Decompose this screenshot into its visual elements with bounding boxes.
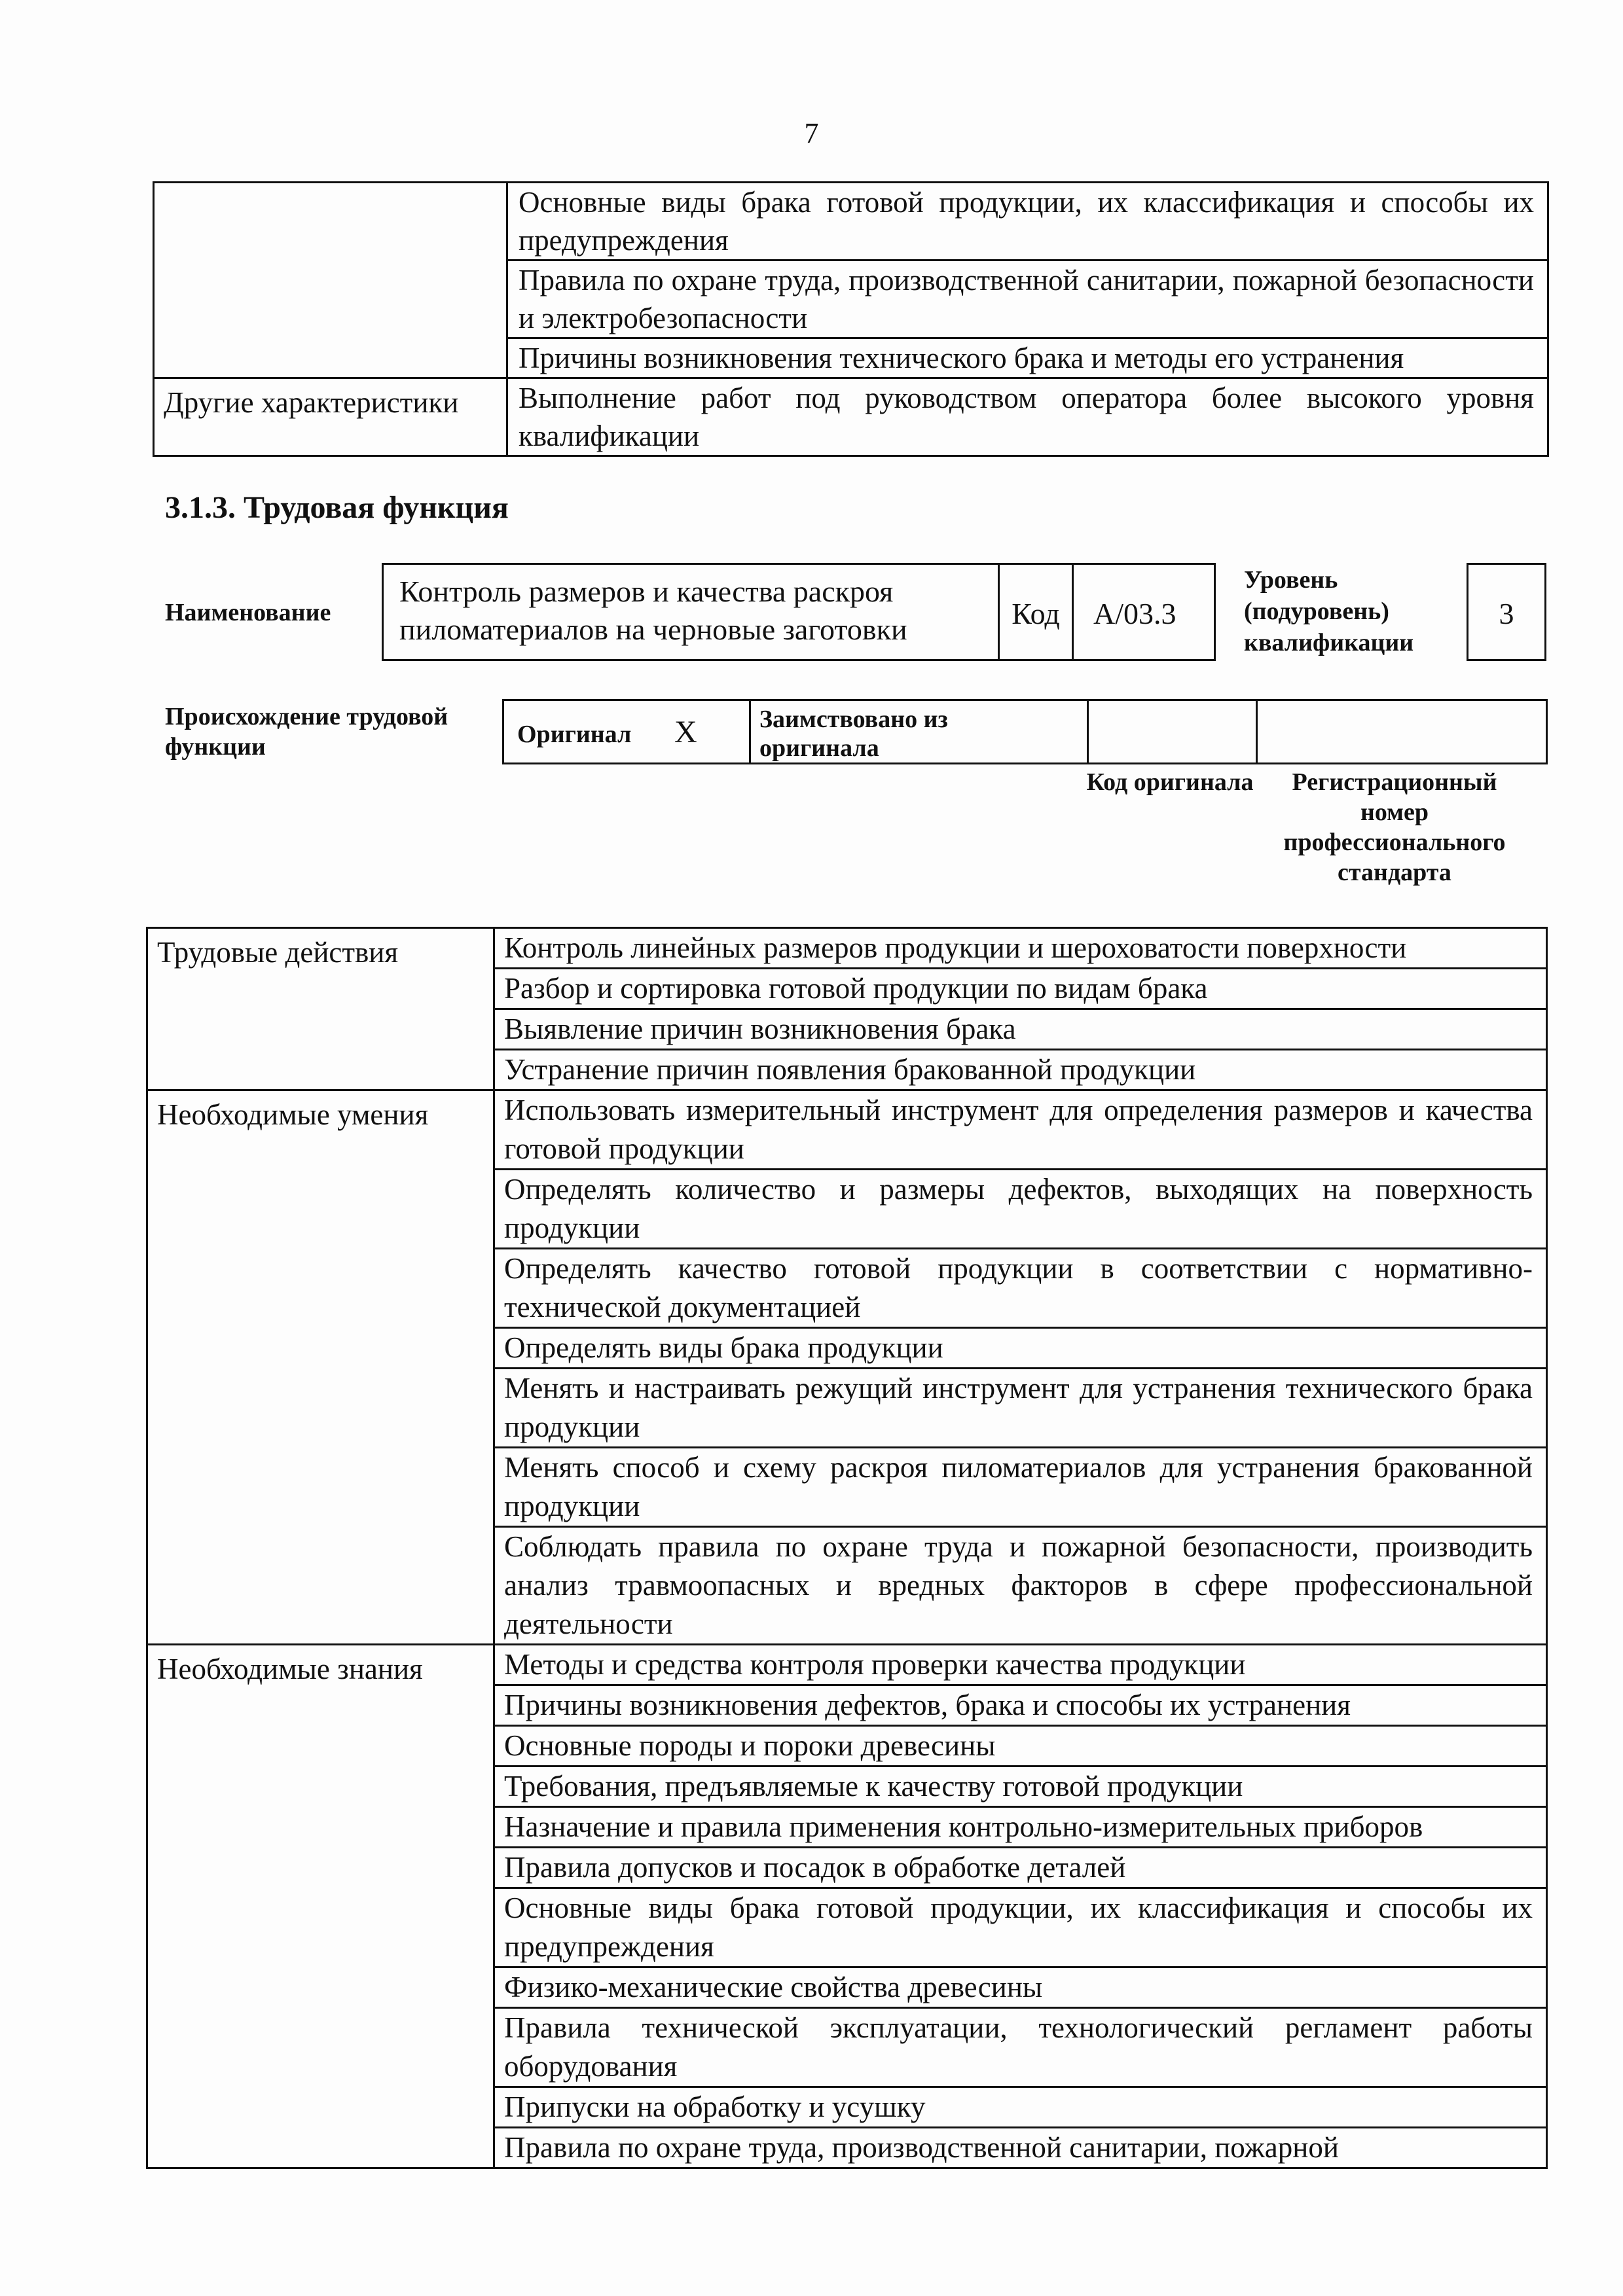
top-table-empty-cell bbox=[154, 183, 507, 378]
table-cell: Правила допусков и посадок в обработке деталей bbox=[494, 1848, 1547, 1888]
table-cell: Причины возникновения дефектов, брака и способы их устранения bbox=[494, 1685, 1547, 1726]
reg-number-caption: Регистрационный номер профессионального стандарта bbox=[1283, 768, 1506, 886]
row-label: Необходимые умения bbox=[147, 1090, 494, 1645]
function-name-box: Контроль размеров и качества раскроя пиломатериалов на черновые заготовки bbox=[382, 563, 1000, 661]
table-cell: Контроль линейных размеров продукции и шероховатости поверхности bbox=[494, 928, 1547, 969]
table-cell: Определять количество и размеры дефектов, выходящих на поверхность продукции bbox=[494, 1170, 1547, 1249]
table-cell: Основные виды брака готовой продукции, их классификация и способы их предупреждения bbox=[507, 183, 1548, 260]
table-cell: Менять способ и схему раскроя пиломатериалов для устранения бракованной продукции bbox=[494, 1448, 1547, 1527]
name-label: Наименование bbox=[165, 599, 331, 626]
origin-table bbox=[502, 699, 1548, 764]
page-number: 7 bbox=[804, 117, 819, 149]
table-cell: Методы и средства контроля проверки качества продукции bbox=[494, 1645, 1547, 1685]
table-cell: Основные породы и пороки древесины bbox=[494, 1726, 1547, 1767]
main-table bbox=[146, 927, 1548, 2169]
table-cell: Выполнение работ под руководством оператора более высокого уровня квалификации bbox=[507, 378, 1548, 456]
table-cell: Соблюдать правила по охране труда и пожарной безопасности, производить анализ травмоопасных и вредных факторов в сфере профессиональной деятельности bbox=[494, 1527, 1547, 1645]
row-label: Другие характеристики bbox=[154, 378, 507, 456]
divider bbox=[1256, 699, 1258, 764]
table-cell: Устранение причин появления бракованной продукции bbox=[494, 1050, 1547, 1090]
table-cell: Правила по охране труда, производственной санитарии, пожарной безопасности и электробезопасности bbox=[507, 260, 1548, 338]
divider bbox=[749, 699, 751, 764]
code-original-caption: Код оригинала bbox=[1086, 768, 1254, 796]
origin-label: Происхождение трудовой функции bbox=[165, 703, 448, 761]
table-cell: Выявление причин возникновения брака bbox=[494, 1009, 1547, 1050]
table-cell: Определять виды брака продукции bbox=[494, 1328, 1547, 1369]
table-cell: Определять качество готовой продукции в соответствии с нормативно-технической документацией bbox=[494, 1249, 1547, 1328]
original-mark: X bbox=[674, 715, 697, 749]
divider bbox=[1087, 699, 1089, 764]
table-cell: Менять и настраивать режущий инструмент для устранения технического брака продукции bbox=[494, 1369, 1547, 1448]
table-cell: Разбор и сортировка готовой продукции по видам брака bbox=[494, 969, 1547, 1009]
table-cell: Правила по охране труда, производственной санитарии, пожарной bbox=[494, 2128, 1547, 2168]
code-label: Код bbox=[1000, 563, 1072, 661]
row-label: Необходимые знания bbox=[147, 1645, 494, 2168]
code-value: A/03.3 bbox=[1072, 563, 1216, 661]
borrowed-label: Заимствовано из оригинала bbox=[759, 706, 948, 762]
row-label: Трудовые действия bbox=[147, 928, 494, 1090]
section-title: 3.1.3. Трудовая функция bbox=[165, 490, 509, 525]
top-table bbox=[153, 181, 1549, 457]
table-cell: Назначение и правила применения контрольно-измерительных приборов bbox=[494, 1807, 1547, 1848]
table-cell: Основные виды брака готовой продукции, их классификация и способы их предупреждения bbox=[494, 1888, 1547, 1967]
table-cell: Физико-механические свойства древесины bbox=[494, 1967, 1547, 2008]
table-cell: Использовать измерительный инструмент для определения размеров и качества готовой продукции bbox=[494, 1090, 1547, 1170]
table-cell: Требования, предъявляемые к качеству готовой продукции bbox=[494, 1767, 1547, 1807]
table-cell: Припуски на обработку и усушку bbox=[494, 2087, 1547, 2128]
original-label: Оригинал bbox=[517, 721, 632, 748]
level-label: Уровень (подуровень) квалификации bbox=[1244, 566, 1414, 656]
table-cell: Причины возникновения технического брака и методы его устранения bbox=[507, 338, 1548, 378]
level-value: 3 bbox=[1467, 563, 1546, 661]
table-cell: Правила технической эксплуатации, технологический регламент работы оборудования bbox=[494, 2008, 1547, 2087]
